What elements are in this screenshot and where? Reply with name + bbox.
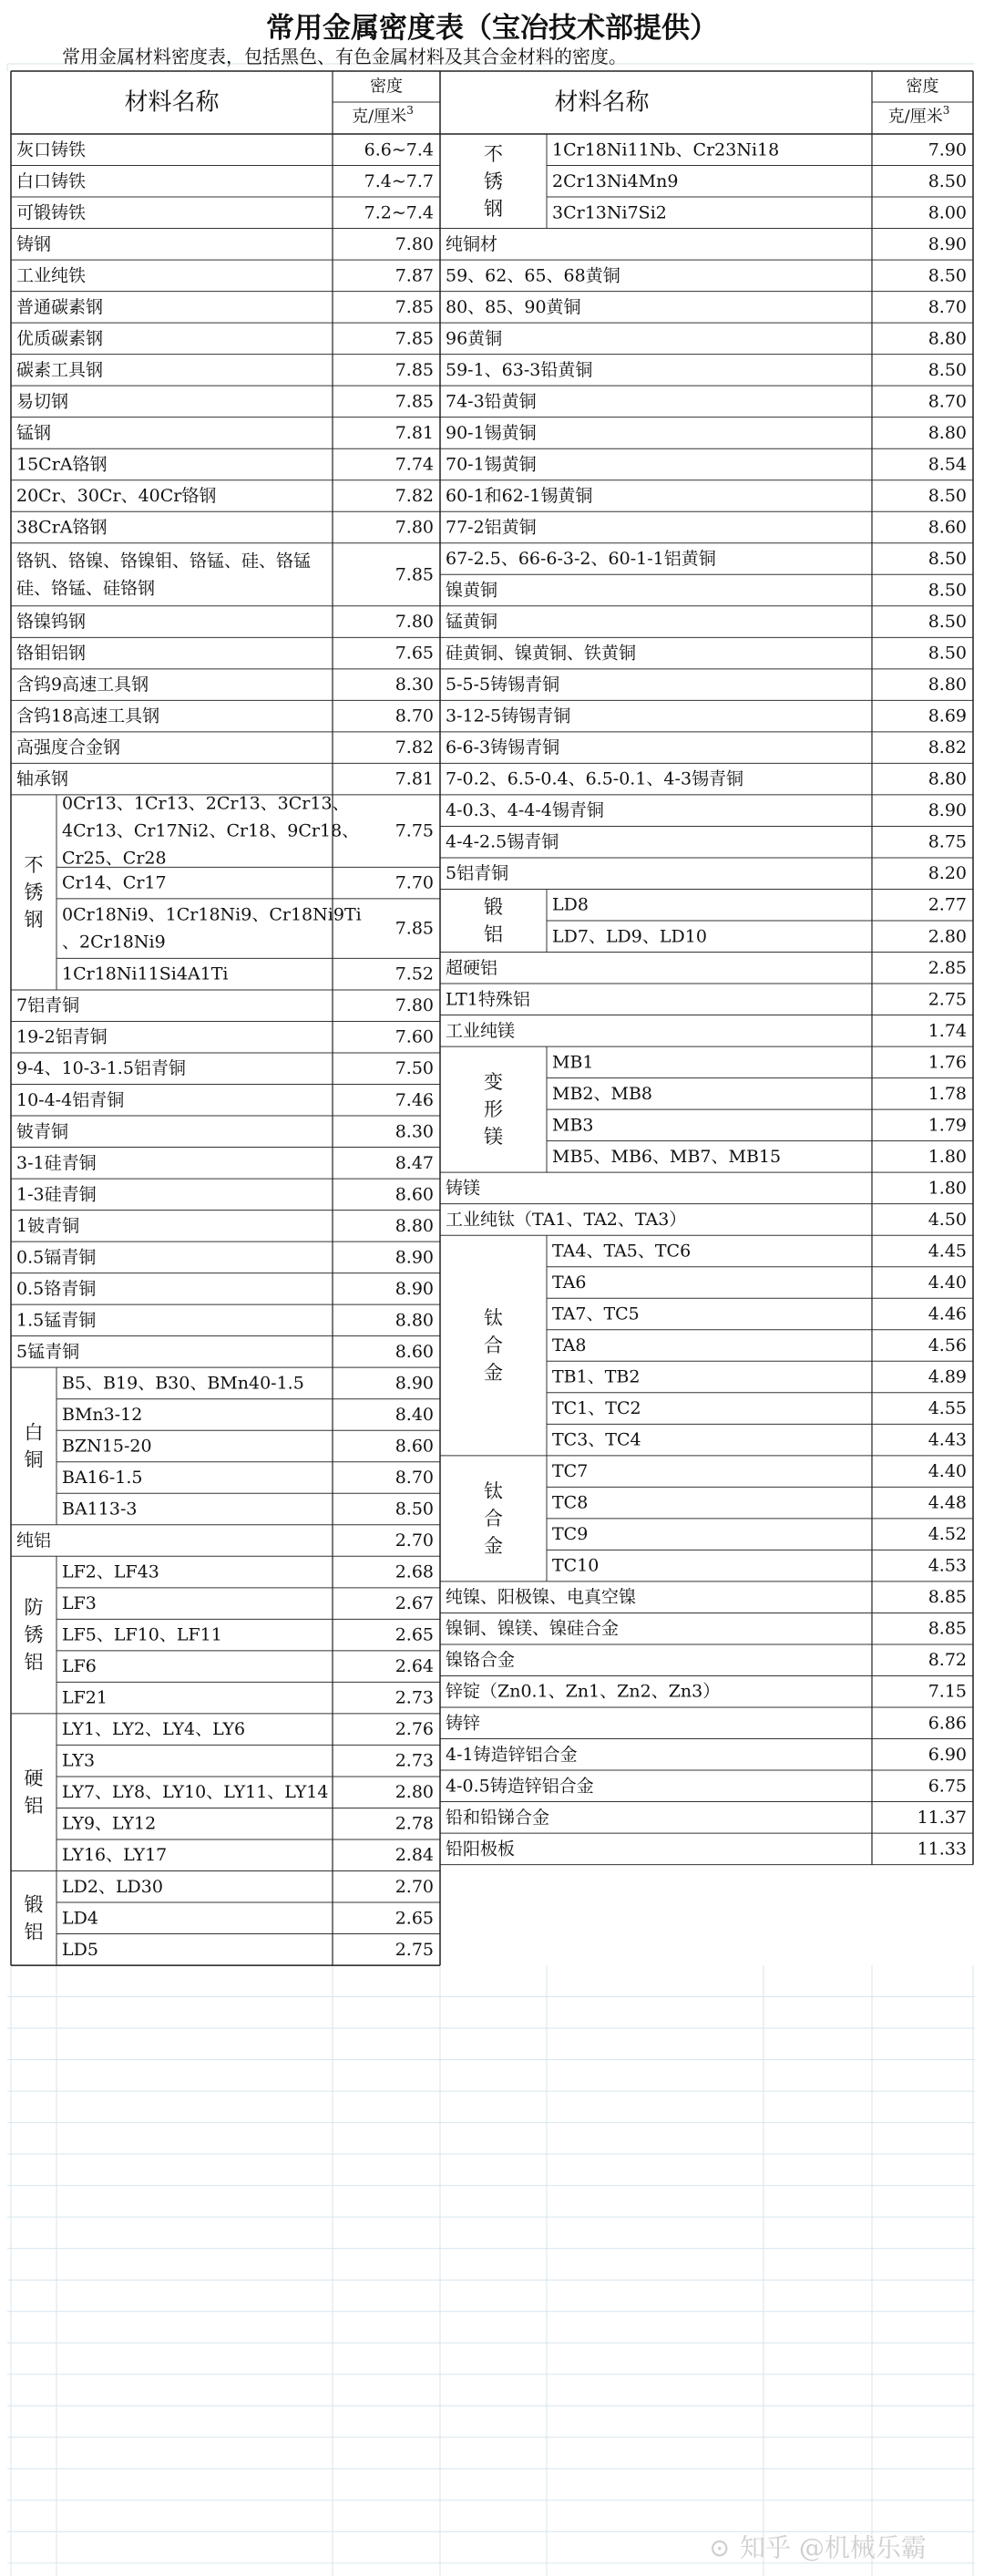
left-row-35-name: 5锰青铜 — [16, 1341, 80, 1362]
left-row-29-name: 3-1硅青铜 — [16, 1152, 97, 1173]
left-row-50-name: LY9、LY12 — [62, 1813, 157, 1834]
left-row-16-density: 8.30 — [395, 675, 434, 696]
right-row-18-name: 3-12-5铸锡青铜 — [446, 706, 571, 726]
left-row-6-density: 7.85 — [395, 328, 434, 349]
left-group-白铜-char: 白 — [24, 1421, 44, 1444]
right-group-钛合金2-char: 钛 — [484, 1479, 503, 1502]
right-row-52-name: 4-0.5铸造锌铝合金 — [446, 1776, 594, 1797]
table-text — [16, 12, 967, 1960]
right-row-53-density: 11.37 — [917, 1807, 967, 1828]
right-group-钛合金-char: 合 — [484, 1334, 503, 1357]
right-row-51-name: 4-1铸造锌铝合金 — [446, 1744, 578, 1765]
right-row-22-name: 4-4-2.5锡青铜 — [446, 831, 559, 852]
left-group-硬铝-char: 硬 — [24, 1767, 44, 1790]
right-row-18-density: 8.69 — [928, 706, 967, 726]
left-row-0-name: 灰口铸铁 — [16, 139, 87, 160]
left-row-32-density: 8.90 — [395, 1247, 434, 1268]
left-row-25-name: 19-2铝青铜 — [16, 1026, 108, 1047]
right-row-14-name: 镍黄铜 — [446, 580, 498, 601]
left-row-20-density: 7.75 — [395, 820, 434, 841]
right-row-3-name: 纯铜材 — [446, 233, 498, 254]
right-row-3-density: 8.90 — [928, 233, 967, 254]
left-row-25-density: 7.60 — [395, 1026, 434, 1047]
right-row-16-density: 8.50 — [928, 643, 967, 664]
left-row-3-density: 7.80 — [395, 233, 434, 254]
right-row-8-name: 74-3铅黄铜 — [446, 391, 537, 412]
left-row-50-density: 2.78 — [395, 1813, 434, 1834]
left-row-16-name: 含钨9高速工具钢 — [16, 675, 149, 696]
left-group-不锈钢-char: 不 — [24, 853, 44, 876]
left-row-31-density: 8.80 — [395, 1215, 434, 1236]
right-row-2-density: 8.00 — [928, 202, 967, 223]
right-row-47-name: 镍铜、镍镁、镍硅合金 — [446, 1618, 620, 1639]
right-row-25-name: LD7、LD9、LD10 — [552, 926, 707, 947]
right-row-4-density: 8.50 — [928, 265, 967, 286]
left-row-22-density: 7.85 — [395, 918, 434, 939]
right-group-不锈钢-char: 钢 — [484, 197, 503, 220]
right-group-不锈钢-char: 锈 — [484, 170, 503, 192]
left-row-5-name: 普通碳素钢 — [16, 296, 104, 317]
left-row-9-name: 锰钢 — [16, 422, 52, 443]
left-group-锻铝-char: 锻 — [24, 1893, 44, 1916]
left-row-44-density: 2.65 — [395, 1624, 434, 1645]
left-row-51-density: 2.84 — [395, 1845, 434, 1866]
right-row-9-name: 90-1锡黄铜 — [446, 422, 537, 443]
right-row-12-name: 77-2铝黄铜 — [446, 517, 537, 538]
right-row-29-density: 1.76 — [928, 1052, 967, 1073]
left-row-46-density: 2.73 — [395, 1687, 434, 1708]
left-row-9-density: 7.81 — [395, 422, 434, 443]
left-group-防锈铝-char: 锈 — [24, 1623, 44, 1646]
right-row-50-name: 铸锌 — [446, 1713, 481, 1734]
right-group-变形镁-char: 变 — [484, 1071, 503, 1094]
right-row-43-density: 4.48 — [928, 1492, 967, 1513]
right-row-17-density: 8.80 — [928, 675, 967, 696]
left-row-37-name: BMn3-12 — [62, 1404, 143, 1425]
right-row-21-density: 8.90 — [928, 800, 967, 821]
header-unit-left: 克/厘米$^3$ — [352, 104, 414, 127]
right-row-7-name: 59-1、63-3铅黄铜 — [446, 359, 593, 380]
right-row-46-name: 纯镍、阳极镍、电真空镍 — [446, 1587, 637, 1608]
right-row-38-name: TA8 — [552, 1335, 587, 1356]
left-row-12-name: 38CrA铬钢 — [16, 517, 108, 538]
right-group-钛合金-char: 钛 — [484, 1307, 503, 1330]
left-row-15-density: 7.65 — [395, 643, 434, 664]
right-row-42-name: TC7 — [552, 1461, 589, 1482]
left-row-8-density: 7.85 — [395, 391, 434, 412]
page-title: 常用金属密度表（宝冶技术部提供） — [266, 12, 718, 45]
left-row-39-name: BA16-1.5 — [62, 1468, 143, 1489]
left-row-14-name: 铬镍钨钢 — [16, 612, 87, 633]
right-row-30-density: 1.78 — [928, 1083, 967, 1104]
header-unit-sup: 3 — [406, 104, 414, 117]
right-row-47-density: 8.85 — [928, 1618, 967, 1639]
left-row-10-density: 7.74 — [395, 454, 434, 475]
left-row-7-name: 碳素工具钢 — [16, 359, 104, 380]
right-row-46-density: 8.85 — [928, 1587, 967, 1608]
right-row-4-name: 59、62、65、68黄铜 — [446, 265, 620, 286]
left-row-22-name: 、2Cr18Ni9 — [62, 932, 166, 953]
right-row-29-name: MB1 — [552, 1052, 594, 1073]
left-row-29-density: 8.47 — [395, 1152, 434, 1173]
left-group-不锈钢-char: 锈 — [24, 881, 44, 903]
right-row-36-density: 4.40 — [928, 1272, 967, 1293]
left-row-24-density: 7.80 — [395, 995, 434, 1016]
right-row-2-name: 3Cr13Ni7Si2 — [552, 202, 667, 223]
right-row-40-name: TC1、TC2 — [552, 1398, 641, 1419]
left-group-白铜-char: 铜 — [24, 1448, 44, 1471]
right-group-变形镁-char: 镁 — [484, 1126, 503, 1149]
left-row-24-name: 7铝青铜 — [16, 995, 80, 1016]
left-row-46-name: LF21 — [62, 1687, 108, 1708]
left-row-28-density: 8.30 — [395, 1121, 434, 1142]
left-row-54-name: LD5 — [62, 1939, 98, 1960]
right-row-49-density: 7.15 — [928, 1681, 967, 1702]
left-group-不锈钢-char: 钢 — [24, 908, 44, 931]
right-row-9-density: 8.80 — [928, 422, 967, 443]
right-row-35-density: 4.45 — [928, 1241, 967, 1262]
right-row-22-density: 8.75 — [928, 831, 967, 852]
right-row-28-name: 工业纯镁 — [446, 1020, 516, 1041]
right-row-33-density: 1.80 — [928, 1178, 967, 1199]
right-row-32-name: MB5、MB6、MB7、MB15 — [552, 1146, 782, 1167]
right-row-44-density: 4.52 — [928, 1524, 967, 1545]
left-row-11-density: 7.82 — [395, 485, 434, 506]
right-row-38-density: 4.56 — [928, 1335, 967, 1356]
left-row-36-name: B5、B19、B30、BMn40-1.5 — [62, 1373, 304, 1394]
left-row-19-name: 轴承钢 — [16, 768, 69, 789]
left-row-52-density: 2.70 — [395, 1876, 434, 1897]
left-row-42-density: 2.68 — [395, 1561, 434, 1582]
left-row-54-density: 2.75 — [395, 1939, 434, 1960]
watermark-icon: ⊙ — [709, 2532, 731, 2563]
right-row-1-density: 8.50 — [928, 170, 967, 191]
left-group-硬铝-char: 铝 — [24, 1795, 44, 1818]
right-group-钛合金2-char: 金 — [484, 1534, 503, 1557]
right-row-28-density: 1.74 — [928, 1020, 967, 1041]
right-row-35-name: TA4、TA5、TC6 — [552, 1241, 692, 1262]
watermark: 知乎 @机械乐霸 — [740, 2532, 927, 2563]
left-row-33-name: 0.5铬青铜 — [16, 1278, 97, 1299]
left-row-48-name: LY3 — [62, 1750, 96, 1771]
left-row-38-name: BZN15-20 — [62, 1436, 152, 1457]
right-row-25-density: 2.80 — [928, 926, 967, 947]
left-row-38-density: 8.60 — [395, 1436, 434, 1457]
left-row-26-name: 9-4、10-3-1.5铝青铜 — [16, 1058, 186, 1079]
left-row-23-density: 7.52 — [395, 963, 434, 984]
left-row-17-name: 含钨18高速工具钢 — [16, 706, 160, 726]
page-subtitle: 常用金属材料密度表，包括黑色、有色金属材料及其合金材料的密度。 — [62, 46, 627, 67]
right-row-45-density: 4.53 — [928, 1555, 967, 1576]
right-row-6-name: 96黄铜 — [446, 328, 503, 349]
left-row-4-name: 工业纯铁 — [16, 265, 87, 286]
right-row-40-density: 4.55 — [928, 1398, 967, 1419]
right-row-32-density: 1.80 — [928, 1146, 967, 1167]
right-row-7-density: 8.50 — [928, 359, 967, 380]
left-row-18-name: 高强度合金钢 — [16, 737, 121, 758]
left-row-51-name: LY16、LY17 — [62, 1845, 168, 1866]
right-row-24-density: 2.77 — [928, 894, 967, 915]
left-row-27-density: 7.46 — [395, 1089, 434, 1110]
left-row-11-name: 20Cr、30Cr、40Cr铬钢 — [16, 485, 217, 506]
right-row-39-name: TB1、TB2 — [552, 1366, 641, 1387]
right-row-23-name: 5铝青铜 — [446, 863, 509, 884]
header-name-left: 材料名称 — [124, 88, 220, 117]
left-row-12-density: 7.80 — [395, 517, 434, 538]
left-row-42-name: LF2、LF43 — [62, 1561, 159, 1582]
left-row-21-name: Cr14、Cr17 — [62, 872, 167, 893]
right-row-5-name: 80、85、90黄铜 — [446, 296, 581, 317]
left-row-0-density: 6.6~7.4 — [364, 139, 434, 160]
right-row-24-name: LD8 — [552, 894, 589, 915]
right-row-16-name: 硅黄铜、镍黄铜、铁黄铜 — [446, 643, 637, 664]
header-density-left: 密度 — [370, 77, 403, 97]
left-row-10-name: 15CrA铬钢 — [16, 454, 108, 475]
right-row-34-density: 4.50 — [928, 1209, 967, 1230]
right-row-27-name: LT1特殊铝 — [446, 989, 530, 1010]
left-row-27-name: 10-4-4铝青铜 — [16, 1089, 125, 1110]
right-row-42-density: 4.40 — [928, 1461, 967, 1482]
left-row-2-density: 7.2~7.4 — [364, 202, 434, 223]
right-row-20-density: 8.80 — [928, 768, 967, 789]
left-row-13-name: 硅、铬锰、硅铬钢 — [16, 578, 156, 599]
right-group-钛合金-char: 金 — [484, 1362, 503, 1385]
right-row-10-density: 8.54 — [928, 454, 967, 475]
right-row-27-density: 2.75 — [928, 989, 967, 1010]
right-row-1-name: 2Cr13Ni4Mn9 — [552, 170, 679, 191]
right-row-26-density: 2.85 — [928, 957, 967, 978]
right-row-31-name: MB3 — [552, 1115, 594, 1136]
right-group-锻铝-char: 锻 — [484, 896, 503, 918]
right-row-45-name: TC10 — [552, 1555, 600, 1576]
right-row-26-name: 超硬铝 — [446, 957, 498, 978]
right-row-48-name: 镍铬合金 — [446, 1650, 516, 1671]
left-row-45-density: 2.64 — [395, 1656, 434, 1677]
left-row-8-name: 易切钢 — [16, 391, 69, 412]
left-row-20-name: Cr25、Cr28 — [62, 848, 167, 869]
right-row-48-density: 8.72 — [928, 1650, 967, 1671]
right-row-0-name: 1Cr18Ni11Nb、Cr23Ni18 — [552, 139, 780, 160]
right-row-15-density: 8.50 — [928, 612, 967, 633]
left-row-34-name: 1.5锰青铜 — [16, 1310, 97, 1331]
right-row-33-name: 铸镁 — [446, 1178, 481, 1199]
right-row-52-density: 6.75 — [928, 1776, 967, 1797]
left-row-4-density: 7.87 — [395, 265, 434, 286]
right-row-41-density: 4.43 — [928, 1429, 967, 1450]
right-group-不锈钢-char: 不 — [484, 142, 503, 165]
left-group-防锈铝-char: 铝 — [24, 1651, 44, 1674]
right-row-19-name: 6-6-3铸锡青铜 — [446, 737, 560, 758]
left-row-39-density: 8.70 — [395, 1468, 434, 1489]
right-row-13-name: 67-2.5、66-6-3-2、60-1-1铝黄铜 — [446, 549, 716, 570]
left-row-49-name: LY7、LY8、LY10、LY11、LY14 — [62, 1782, 329, 1803]
left-row-21-density: 7.70 — [395, 872, 434, 893]
right-row-36-name: TA6 — [552, 1272, 587, 1293]
left-row-47-density: 2.76 — [395, 1719, 434, 1740]
left-row-37-density: 8.40 — [395, 1404, 434, 1425]
right-row-23-density: 8.20 — [928, 863, 967, 884]
right-row-15-name: 锰黄铜 — [446, 612, 498, 633]
left-row-23-name: 1Cr18Ni11Si4A1Ti — [62, 963, 229, 984]
left-row-53-density: 2.65 — [395, 1908, 434, 1929]
right-row-44-name: TC9 — [552, 1524, 589, 1545]
left-row-15-name: 铬钼铝钢 — [16, 643, 87, 664]
right-group-钛合金2-char: 合 — [484, 1507, 503, 1530]
right-row-11-density: 8.50 — [928, 485, 967, 506]
right-row-30-name: MB2、MB8 — [552, 1083, 653, 1104]
right-row-17-name: 5-5-5铸锡青铜 — [446, 675, 560, 696]
left-row-13-density: 7.85 — [395, 564, 434, 585]
right-row-14-density: 8.50 — [928, 580, 967, 601]
left-row-47-name: LY1、LY2、LY4、LY6 — [62, 1719, 246, 1740]
left-row-28-name: 铍青铜 — [16, 1121, 69, 1142]
left-row-13-name: 铬钒、铬镍、铬镍钼、铬锰、硅、铬锰 — [16, 551, 312, 572]
right-row-49-name: 锌锭（Zn0.1、Zn1、Zn2、Zn3） — [446, 1681, 721, 1702]
left-row-1-name: 白口铸铁 — [16, 170, 87, 191]
left-row-48-density: 2.73 — [395, 1750, 434, 1771]
left-row-53-name: LD4 — [62, 1908, 98, 1929]
left-row-32-name: 0.5镉青铜 — [16, 1247, 97, 1268]
left-row-30-density: 8.60 — [395, 1184, 434, 1205]
left-row-43-density: 2.67 — [395, 1593, 434, 1614]
left-row-18-density: 7.82 — [395, 737, 434, 758]
right-group-锻铝-char: 铝 — [484, 923, 503, 945]
left-row-6-name: 优质碳素钢 — [16, 328, 104, 349]
header-unit-sup: 3 — [942, 104, 950, 117]
right-row-21-name: 4-0.3、4-4-4锡青铜 — [446, 800, 604, 821]
right-row-10-name: 70-1锡黄铜 — [446, 454, 537, 475]
right-row-54-name: 铅阳极板 — [446, 1839, 516, 1860]
left-row-22-name: 0Cr18Ni9、1Cr18Ni9、Cr18Ni9Ti — [62, 904, 362, 925]
left-row-35-density: 8.60 — [395, 1341, 434, 1362]
left-group-防锈铝-char: 防 — [24, 1596, 44, 1619]
left-row-49-density: 2.80 — [395, 1782, 434, 1803]
right-row-37-density: 4.46 — [928, 1303, 967, 1324]
left-row-14-density: 7.80 — [395, 612, 434, 633]
left-row-43-name: LF3 — [62, 1593, 97, 1614]
left-row-44-name: LF5、LF10、LF11 — [62, 1624, 222, 1645]
right-row-0-density: 7.90 — [928, 139, 967, 160]
right-row-13-density: 8.50 — [928, 549, 967, 570]
right-row-41-name: TC3、TC4 — [552, 1429, 641, 1450]
left-row-20-name: 0Cr13、1Cr13、2Cr13、3Cr13、 — [62, 793, 350, 814]
right-row-53-name: 铅和铅锑合金 — [446, 1807, 550, 1828]
left-row-2-name: 可锻铸铁 — [16, 202, 87, 223]
left-row-30-name: 1-3硅青铜 — [16, 1184, 97, 1205]
left-row-5-density: 7.85 — [395, 296, 434, 317]
right-row-39-density: 4.89 — [928, 1366, 967, 1387]
right-row-31-density: 1.79 — [928, 1115, 967, 1136]
right-row-43-name: TC8 — [552, 1492, 589, 1513]
left-row-36-density: 8.90 — [395, 1373, 434, 1394]
right-row-5-density: 8.70 — [928, 296, 967, 317]
left-row-34-density: 8.80 — [395, 1310, 434, 1331]
right-row-12-density: 8.60 — [928, 517, 967, 538]
right-row-20-name: 7-0.2、6.5-0.4、6.5-0.1、4-3锡青铜 — [446, 768, 744, 789]
right-row-37-name: TA7、TC5 — [552, 1303, 640, 1324]
left-row-1-density: 7.4~7.7 — [364, 170, 434, 191]
left-row-40-name: BA113-3 — [62, 1499, 138, 1520]
left-row-17-density: 8.70 — [395, 706, 434, 726]
left-row-52-name: LD2、LD30 — [62, 1876, 163, 1897]
left-row-45-name: LF6 — [62, 1656, 97, 1677]
right-row-11-name: 60-1和62-1锡黄铜 — [446, 485, 593, 506]
right-row-51-density: 6.90 — [928, 1744, 967, 1765]
left-row-33-density: 8.90 — [395, 1278, 434, 1299]
left-row-41-density: 2.70 — [395, 1530, 434, 1551]
right-group-变形镁-char: 形 — [484, 1098, 503, 1121]
header-unit-right: 克/厘米$^3$ — [887, 104, 950, 127]
left-group-锻铝-char: 铝 — [24, 1921, 44, 1943]
header-name-right: 材料名称 — [554, 88, 650, 117]
left-row-19-density: 7.81 — [395, 768, 434, 789]
right-row-19-density: 8.82 — [928, 737, 967, 758]
left-row-7-density: 7.85 — [395, 359, 434, 380]
left-row-20-name: 4Cr13、Cr17Ni2、Cr18、9Cr18、 — [62, 820, 360, 841]
header-density-right: 密度 — [906, 77, 939, 97]
left-row-41-name: 纯铝 — [16, 1530, 52, 1551]
right-row-6-density: 8.80 — [928, 328, 967, 349]
left-row-26-density: 7.50 — [395, 1058, 434, 1079]
right-row-8-density: 8.70 — [928, 391, 967, 412]
left-row-3-name: 铸钢 — [16, 233, 52, 254]
right-row-50-density: 6.86 — [928, 1713, 967, 1734]
right-row-34-name: 工业纯钛（TA1、TA2、TA3） — [446, 1209, 687, 1230]
left-row-40-density: 8.50 — [395, 1499, 434, 1520]
left-row-31-name: 1铍青铜 — [16, 1215, 80, 1236]
right-row-54-density: 11.33 — [917, 1839, 967, 1860]
